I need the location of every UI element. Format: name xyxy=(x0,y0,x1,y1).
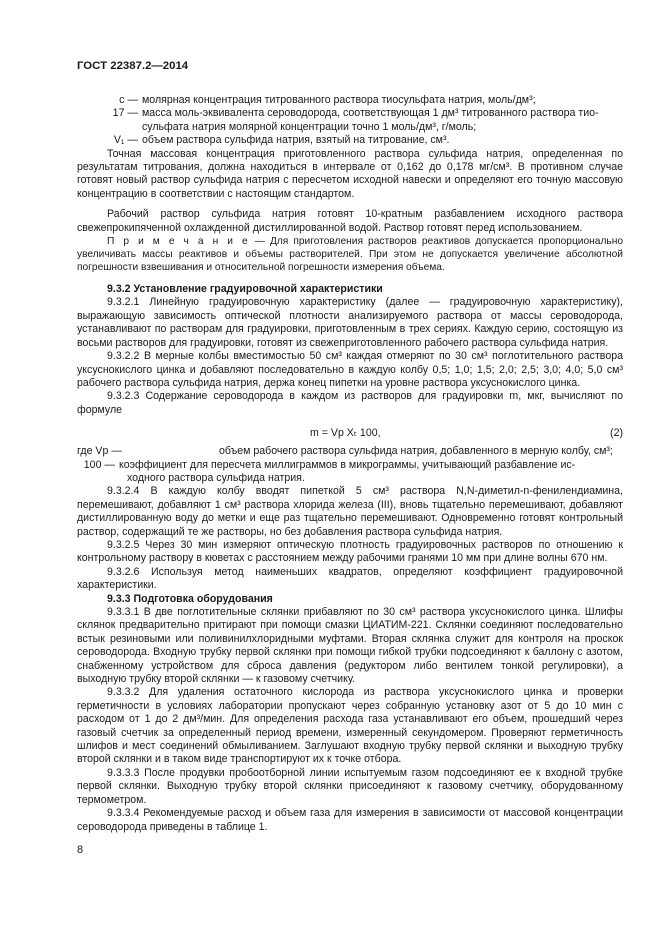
definition-text-continued: сульфата натрия молярной концентрации точно 1 моль/дм³, г/моль; xyxy=(142,120,477,133)
definition-symbol: 17 — xyxy=(112,107,138,120)
paragraph-9-3-2-2: 9.3.2.2 В мерные колбы вместимостью 50 см³ каждая отмеряют по 30 см³ поглотительного раствора уксуснокислого цинка и добавляют последовательно в каждую колбу 0,5; 1,0; 1,5; 2,0; 2,5; 3,0; 4,0; 5,0 см³ рабочего раствора сульфида натрия, держа конец пипетки на уровне раствора уксуснокислого цинка. xyxy=(77,350,623,389)
definition-100 xyxy=(77,459,623,486)
definition-symbol: 100 — xyxy=(83,458,115,471)
paragraph-9-3-2-1: 9.3.2.1 Линейную градуировочную характеристику (далее — градуировочную характеристику), выражающую зависимость оптической плотности анализируемого раствора от массы сероводорода, устанавливают по растворам для градуировки, приготовленным в трех сериях. Каждую серию, состоящую из восьми растворов для градуировки, готовят из свежеприготовленного рабочего раствора сульфида натрия. xyxy=(77,296,623,349)
document-body xyxy=(77,94,623,834)
definition-17 xyxy=(77,107,623,134)
definition-text-continued: ходного раствора сульфида натрия. xyxy=(127,471,305,484)
definition-symbol: где Vр — xyxy=(77,445,122,458)
section-heading-9-3-2: 9.3.2 Установление градуировочной характеристики xyxy=(107,283,383,296)
page-number: 8 xyxy=(77,844,84,856)
definition-text: объем раствора сульфида натрия, взятый на титрование, см³. xyxy=(142,134,450,147)
definition-text: объем рабочего раствора сульфида натрия, добавленного в мерную колбу, см³; xyxy=(219,445,613,458)
formula-number: (2) xyxy=(610,427,623,440)
paragraph-9-3-3-2: 9.3.3.2 Для удаления остаточного кислорода из раствора уксуснокислого цинка и проверки герметичности в условиях лаборатории пропускают через собранную установку азот от 5 до 10 мин с расходом от 1 до 2 дм³/мин. Для определения расхода газа устанавливают его объем, прошедший через газовый счетчик за определенный период времени, измеренный секундомером. Проверяют герметичность шлифов и мест соединений обмыливанием. Заглушают входную трубку первой склянки и выходную трубку второй склянки и в таком виде транспортируют их к точке отбора. xyxy=(77,686,623,766)
section-heading-9-3-3: 9.3.3 Подготовка оборудования xyxy=(107,592,273,605)
definition-vp xyxy=(0,445,623,458)
definition-text: коэффициент для пересчета миллиграммов в микрограммы, учитывающий разбавление ис- xyxy=(119,458,576,471)
note-label: П р и м е ч а н и е xyxy=(107,236,250,248)
note-text: — Для приготовления растворов реактивов допускается пропорционально увеличивать массы реактивов и объемы растворителей. При этом не допускается увеличение абсолютной погрешности взвешивания и относительной погрешности измерения объема. xyxy=(77,236,623,274)
paragraph-9-3-2-4: 9.3.2.4 В каждую колбу вводят пипеткой 5 см³ раствора N,N-диметил-n-фенилендиамина, перемешивают, добавляют 1 см³ раствора хлорида железа (III), вновь тщательно перемешивают, добавляют дистиллированную воду до метки и еще раз тщательно перемешивают. Одновременно готовят контрольный раствор, содержащий те же растворы, но без добавления раствора сульфида натрия. xyxy=(77,485,623,538)
paragraph-9-3-2-3: 9.3.2.3 Содержание сероводорода в каждом из растворов для градуировки m, мкг, вычисляют по формуле xyxy=(77,390,623,416)
paragraph-concentration: Точная массовая концентрация приготовленного раствора сульфида натрия, определенная по результатам титрования, должна находиться в интервале от 0,162 до 0,178 мг/см³. В противном случае готовят новый раствор сульфида натрия с пересчетом исходной навески и определяют его точную массовую концентрацию в соответствии с настоящим стандартом. xyxy=(77,147,623,200)
paragraph-working-solution: Рабочий раствор сульфида натрия готовят 10-кратным разбавлением исходного раствора свежепрокипяченной охлажденной дистиллированной водой. Раствор готовят перед использованием. xyxy=(77,208,623,234)
definition-text: молярная концентрация титрованного раствора тиосульфата натрия, моль/дм³; xyxy=(142,94,536,106)
paragraph-9-3-2-6: 9.3.2.6 Используя метод наименьших квадратов, определяют коэффициент градуировочной характеристики. xyxy=(77,565,623,592)
definition-symbol: c — xyxy=(119,94,138,106)
formula-expression: m = Vр Xₜ 100, xyxy=(310,427,381,440)
paragraph-9-3-3-4: 9.3.3.4 Рекомендуемые расход и объем газа для измерения в зависимости от массовой концентрации сероводорода приведены в таблице 1. xyxy=(77,807,623,833)
paragraph-9-3-3-3: 9.3.3.3 После продувки пробоотборной линии испытуемым газом подсоединяют ее к входной трубке первой склянки. Выходную трубку второй склянки присоединяют к газовому счетчику, оборудованному термометром. xyxy=(77,766,623,806)
paragraph-9-3-2-5: 9.3.2.5 Через 30 мин измеряют оптическую плотность градуировочных растворов по отношению к контрольному раствору в кюветах с расстоянием между рабочими гранями 10 мм при длине волны 670 нм. xyxy=(77,538,623,565)
definition-text: масса моль-эквивалента сероводорода, соответствующая 1 дм³ титрованного раствора тио- xyxy=(142,107,599,120)
formula-2 xyxy=(77,425,623,445)
page-header-standard-number: ГОСТ 22387.2—2014 xyxy=(77,60,189,72)
definition-symbol: V₁ — xyxy=(113,134,138,147)
definition-vt xyxy=(77,134,623,147)
definition-c xyxy=(77,94,623,107)
paragraph-9-3-3-1: 9.3.3.1 В две поглотительные склянки прибавляют по 30 см³ раствора уксуснокислого цинка. Шлифы склянок предварительно притирают при помощи смазки ЦИАТИМ-221. Склянки соединяют последовательно встык резиновыми или поливинилхлоридными муфтами. Вторая склянка служит для контроля на проскок сероводорода. Входную трубку первой склянки при помощи гибкой трубки подсоединяют к баллону с азотом, снабженному устройством для сброса давления (редуктором либо вентилем тонкой регулировки), а выходную трубку второй склянки — к газовому счетчику. xyxy=(77,606,623,686)
note xyxy=(77,235,623,274)
